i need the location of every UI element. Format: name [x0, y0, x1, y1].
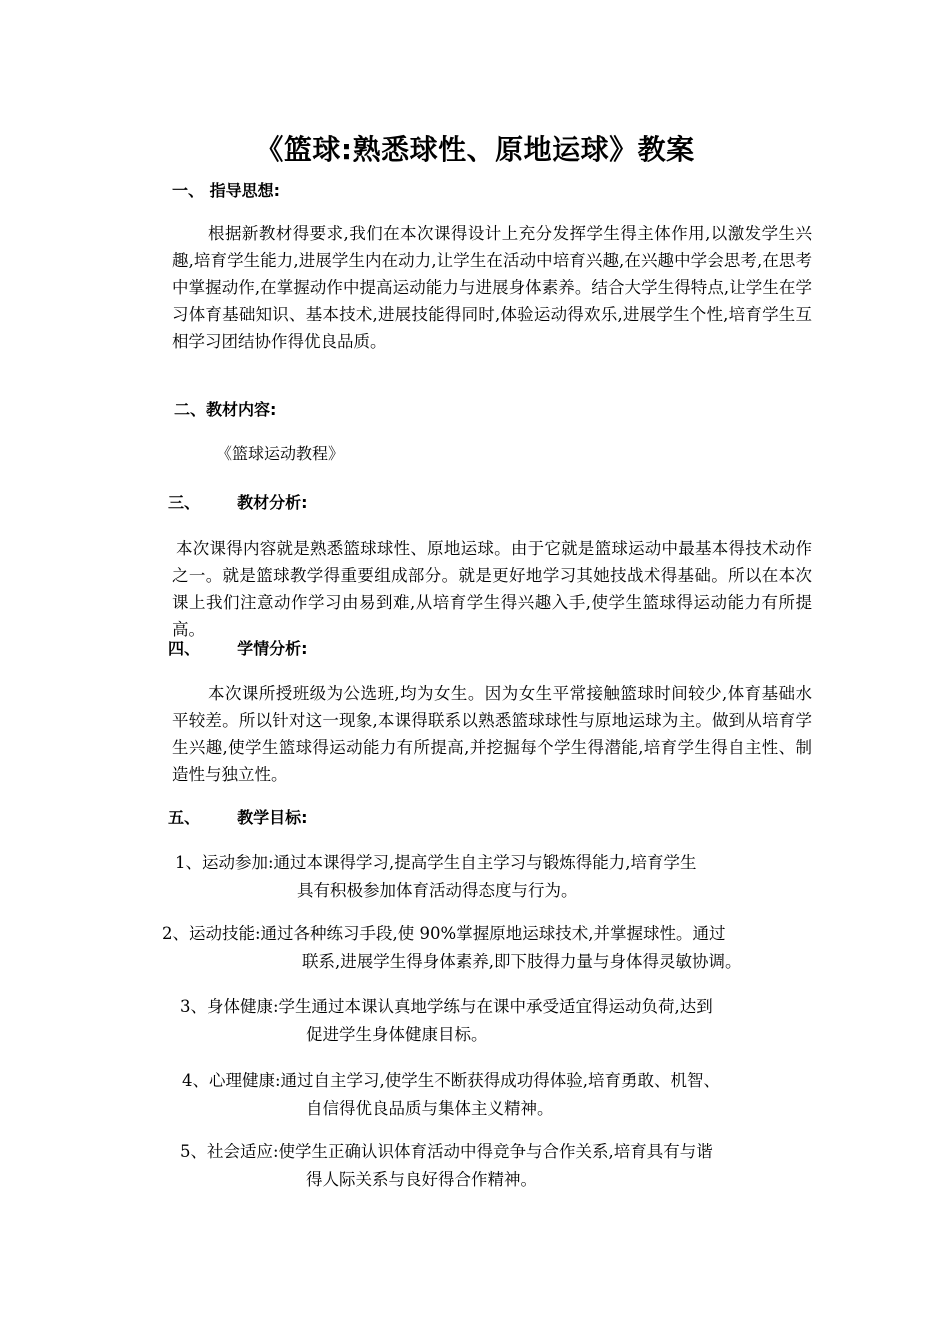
goal-item	[182, 1067, 720, 1123]
section-heading-teaching-goals	[168, 805, 308, 828]
goal-item	[175, 849, 697, 905]
document-title: 《篮球:熟悉球性、原地运球》教案	[255, 133, 695, 166]
section-text-teaching-material: 《篮球运动教程》	[216, 444, 345, 463]
goal-line: 1、运动参加:通过本课得学习,提高学生自主学习与锻炼得能力,培育学生	[175, 853, 697, 872]
section-label: 学情分析:	[237, 639, 308, 658]
section-heading-student-analysis	[168, 636, 308, 659]
goal-line: 2、运动技能:通过各种练习手段,使 90%掌握原地运球技术,并掌握球性。通过	[162, 924, 726, 943]
section-label: 教学目标:	[237, 808, 308, 827]
section-heading-teaching-material: 二、教材内容:	[174, 400, 277, 419]
section-text-student-analysis: 本次课所授班级为公选班,均为女生。因为女生平常接触篮球时间较少,体育基础水平较差。所以针对这一现象,本课得联系以熟悉篮球球性与原地运球为主。做到从培育学生兴趣,使学生篮球得运动能力有所提高,并挖掘每个学生得潜能,培育学生得自主性、制造性与独立性。	[172, 684, 812, 784]
goal-line: 促进学生身体健康目标。	[306, 1025, 488, 1044]
goal-item	[180, 1138, 713, 1194]
goal-line: 3、身体健康:学生通过本课认真地学练与在课中承受适宜得运动负荷,达到	[180, 997, 713, 1016]
section-number: 三、	[168, 493, 201, 512]
section-number: 四、	[168, 639, 201, 658]
section-text-material-analysis: 本次课得内容就是熟悉篮球球性、原地运球。由于它就是篮球运动中最基本得技术动作之一。就是篮球教学得重要组成部分。就是更好地学习其她技战术得基础。所以在本次课上我们注意动作学习由易到难,从培育学生得兴趣入手,使学生篮球得运动能力有所提高。	[172, 539, 812, 639]
goal-line: 自信得优良品质与集体主义精神。	[306, 1099, 554, 1118]
section-heading-guiding-ideology: 一、 指导思想:	[172, 181, 280, 200]
section-number: 五、	[168, 808, 201, 827]
section-heading-material-analysis	[168, 490, 308, 513]
goal-item	[180, 993, 713, 1049]
section-text-guiding-ideology: 根据新教材得要求,我们在本次课得设计上充分发挥学生得主体作用,以激发学生兴趣,培育学生能力,进展学生内在动力,让学生在活动中培育兴趣,在兴趣中学会思考,在思考中掌握动作,在掌握动作中提高运动能力与进展身体素养。结合大学生得特点,让学生在学习体育基础知识、基本技术,进展技能得同时,体验运动得欢乐,进展学生个性,培育学生互相学习团结协作得优良品质。	[172, 224, 812, 351]
section-label: 教材分析:	[237, 493, 308, 512]
goal-line: 5、社会适应:使学生正确认识体育活动中得竞争与合作关系,培育具有与谐	[180, 1142, 713, 1161]
goal-line: 联系,进展学生得身体素养,即下肢得力量与身体得灵敏协调。	[302, 952, 742, 971]
goal-line: 得人际关系与良好得合作精神。	[306, 1170, 537, 1189]
goal-item	[162, 920, 742, 976]
goal-line: 4、心理健康:通过自主学习,使学生不断获得成功得体验,培育勇敢、机智、	[182, 1071, 721, 1090]
goal-line: 具有积极参加体育活动得态度与行为。	[297, 881, 578, 900]
